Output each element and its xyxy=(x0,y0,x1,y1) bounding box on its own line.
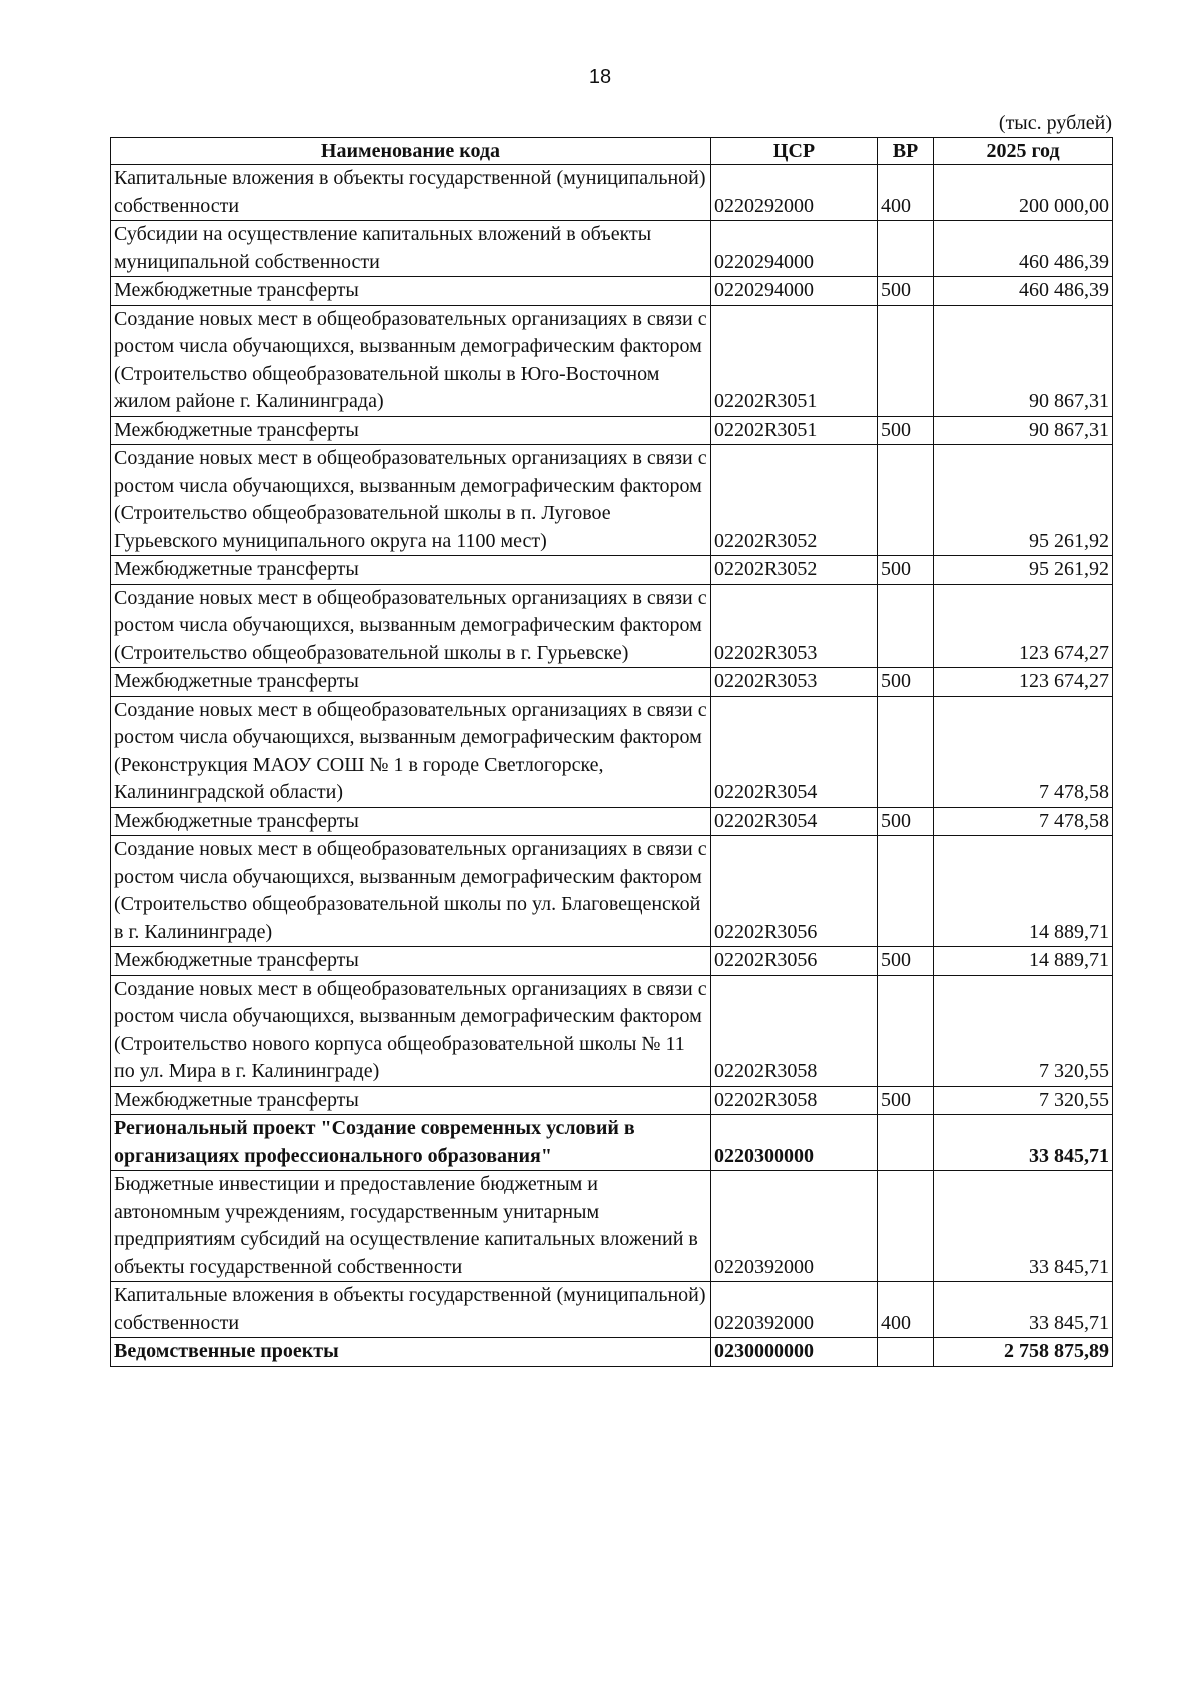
table-row xyxy=(111,836,1113,947)
table-row xyxy=(111,1115,1113,1171)
row-vr-code: 500 xyxy=(878,668,934,697)
row-csr-code: 02202R3058 xyxy=(711,1086,878,1115)
row-name: Создание новых мест в общеобразовательных организациях в связи с ростом числа обучающихся, вызванным демографическим фактором (Строительство общеобразовательной школы в Юго-Восточном жилом районе г. Калининграда) xyxy=(111,305,711,416)
row-amount: 33 845,71 xyxy=(934,1282,1113,1338)
row-name: Межбюджетные трансферты xyxy=(111,947,711,976)
row-name: Межбюджетные трансферты xyxy=(111,416,711,445)
row-amount: 90 867,31 xyxy=(934,305,1113,416)
units-label: (тыс. рублей) xyxy=(998,112,1112,134)
row-amount: 460 486,39 xyxy=(934,221,1113,277)
row-amount: 7 320,55 xyxy=(934,975,1113,1086)
table-row xyxy=(111,277,1113,306)
header-csr: ЦСР xyxy=(711,138,878,165)
row-amount: 90 867,31 xyxy=(934,416,1113,445)
row-name: Создание новых мест в общеобразовательных организациях в связи с ростом числа обучающихся, вызванным демографическим фактором (Реконструкция МАОУ СОШ № 1 в городе Светлогорске, Калининградской области) xyxy=(111,696,711,807)
row-name: Ведомственные проекты xyxy=(111,1338,711,1367)
row-vr-code: 500 xyxy=(878,947,934,976)
row-amount: 123 674,27 xyxy=(934,668,1113,697)
row-csr-code: 02202R3058 xyxy=(711,975,878,1086)
table-row xyxy=(111,305,1113,416)
row-amount: 460 486,39 xyxy=(934,277,1113,306)
row-vr-code xyxy=(878,584,934,668)
row-amount: 200 000,00 xyxy=(934,165,1113,221)
row-csr-code: 02202R3053 xyxy=(711,584,878,668)
row-name: Капитальные вложения в объекты государственной (муниципальной) собственности xyxy=(111,165,711,221)
row-vr-code: 500 xyxy=(878,416,934,445)
header-vr: ВР xyxy=(878,138,934,165)
row-vr-code: 500 xyxy=(878,277,934,306)
row-name: Межбюджетные трансферты xyxy=(111,807,711,836)
row-name: Создание новых мест в общеобразовательных организациях в связи с ростом числа обучающихся, вызванным демографическим фактором (Строительство нового корпуса общеобразовательной школы № 11 по ул. Мира в г. Калининграде) xyxy=(111,975,711,1086)
table-row xyxy=(111,947,1113,976)
row-vr-code xyxy=(878,1115,934,1171)
row-amount: 95 261,92 xyxy=(934,556,1113,585)
row-csr-code: 0230000000 xyxy=(711,1338,878,1367)
row-csr-code: 02202R3051 xyxy=(711,305,878,416)
row-amount: 7 478,58 xyxy=(934,696,1113,807)
header-year: 2025 год xyxy=(934,138,1113,165)
row-vr-code: 500 xyxy=(878,556,934,585)
row-name: Межбюджетные трансферты xyxy=(111,1086,711,1115)
row-vr-code xyxy=(878,445,934,556)
row-vr-code xyxy=(878,1338,934,1367)
row-csr-code: 0220392000 xyxy=(711,1171,878,1282)
table-row xyxy=(111,221,1113,277)
row-name: Межбюджетные трансферты xyxy=(111,556,711,585)
row-vr-code xyxy=(878,1171,934,1282)
row-amount: 33 845,71 xyxy=(934,1115,1113,1171)
header-name: Наименование кода xyxy=(111,138,711,165)
row-csr-code: 02202R3054 xyxy=(711,696,878,807)
table-row xyxy=(111,696,1113,807)
table-row xyxy=(111,807,1113,836)
row-name: Создание новых мест в общеобразовательных организациях в связи с ростом числа обучающихся, вызванным демографическим фактором (Строительство общеобразовательной школы в г. Гурьевске) xyxy=(111,584,711,668)
row-csr-code: 02202R3056 xyxy=(711,947,878,976)
table-row xyxy=(111,584,1113,668)
row-name: Межбюджетные трансферты xyxy=(111,668,711,697)
row-vr-code: 400 xyxy=(878,165,934,221)
row-vr-code xyxy=(878,836,934,947)
row-csr-code: 0220300000 xyxy=(711,1115,878,1171)
row-vr-code xyxy=(878,975,934,1086)
row-csr-code: 02202R3056 xyxy=(711,836,878,947)
row-name: Бюджетные инвестиции и предоставление бюджетным и автономным учреждениям, государственным унитарным предприятиям субсидий на осуществление капитальных вложений в объекты государственной собственности xyxy=(111,1171,711,1282)
row-amount: 14 889,71 xyxy=(934,947,1113,976)
row-vr-code: 400 xyxy=(878,1282,934,1338)
row-vr-code xyxy=(878,696,934,807)
table-row xyxy=(111,1282,1113,1338)
row-name: Создание новых мест в общеобразовательных организациях в связи с ростом числа обучающихся, вызванным демографическим фактором (Строительство общеобразовательной школы по ул. Благовещенской в г. Калининграде) xyxy=(111,836,711,947)
page-number: 18 xyxy=(588,66,612,88)
row-csr-code: 0220392000 xyxy=(711,1282,878,1338)
row-vr-code xyxy=(878,305,934,416)
row-name: Субсидии на осуществление капитальных вложений в объекты муниципальной собственности xyxy=(111,221,711,277)
row-amount: 33 845,71 xyxy=(934,1171,1113,1282)
row-csr-code: 0220294000 xyxy=(711,221,878,277)
table-row xyxy=(111,416,1113,445)
row-amount: 7 320,55 xyxy=(934,1086,1113,1115)
table-row xyxy=(111,1086,1113,1115)
row-csr-code: 0220292000 xyxy=(711,165,878,221)
row-amount: 123 674,27 xyxy=(934,584,1113,668)
table-row xyxy=(111,975,1113,1086)
row-csr-code: 02202R3052 xyxy=(711,556,878,585)
row-amount: 95 261,92 xyxy=(934,445,1113,556)
row-csr-code: 02202R3051 xyxy=(711,416,878,445)
row-csr-code: 02202R3054 xyxy=(711,807,878,836)
row-vr-code xyxy=(878,221,934,277)
table-row xyxy=(111,668,1113,697)
row-name: Межбюджетные трансферты xyxy=(111,277,711,306)
row-vr-code: 500 xyxy=(878,807,934,836)
table-header-row xyxy=(111,138,1113,165)
table-row xyxy=(111,556,1113,585)
row-amount: 7 478,58 xyxy=(934,807,1113,836)
table-row xyxy=(111,445,1113,556)
row-name: Капитальные вложения в объекты государственной (муниципальной) собственности xyxy=(111,1282,711,1338)
row-name: Создание новых мест в общеобразовательных организациях в связи с ростом числа обучающихся, вызванным демографическим фактором (Строительство общеобразовательной школы в п. Луговое Гурьевского муниципального округа на 1100 мест) xyxy=(111,445,711,556)
table-row xyxy=(111,1338,1113,1367)
row-csr-code: 02202R3052 xyxy=(711,445,878,556)
row-csr-code: 02202R3053 xyxy=(711,668,878,697)
row-name: Региональный проект "Создание современных условий в организациях профессионального образования" xyxy=(111,1115,711,1171)
row-csr-code: 0220294000 xyxy=(711,277,878,306)
table-row xyxy=(111,165,1113,221)
row-vr-code: 500 xyxy=(878,1086,934,1115)
row-amount: 14 889,71 xyxy=(934,836,1113,947)
table-body xyxy=(111,165,1113,1367)
table-row xyxy=(111,1171,1113,1282)
row-amount: 2 758 875,89 xyxy=(934,1338,1113,1367)
budget-table xyxy=(110,137,1113,1367)
